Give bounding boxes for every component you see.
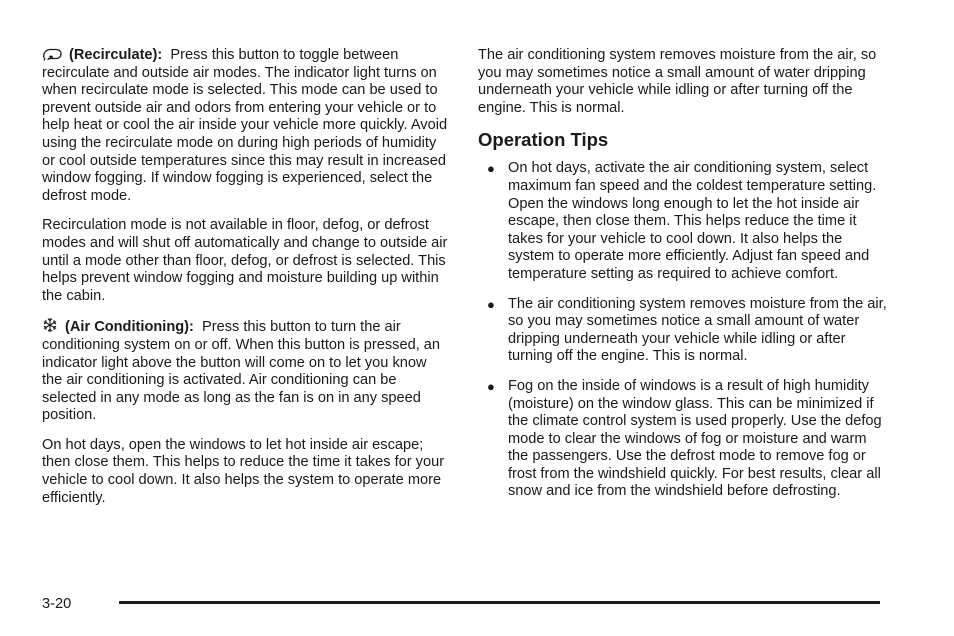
right-column xyxy=(478,47,888,513)
snowflake-icon xyxy=(42,317,58,333)
air-conditioning-paragraph xyxy=(42,317,450,425)
recirculation-note: Recirculation mode is not available in floor, defog, or defrost modes and will shut off automatically and change to outside air until a mode other than floor, defog, or defrost is selected. This helps prevent window fogging and moisture building up within the cabin. xyxy=(42,217,448,304)
page-number: 3-20 xyxy=(42,596,72,612)
recirculate-text: Press this button to toggle between recirculate and outside air modes. The indicator light turns on when recirculate mode is selected. This mode can be used to prevent outside air and odors from entering your vehicle or to help heat or cool the air inside your vehicle more quickly. Avoid using the recirculate mode on during high periods of humidity or cool outside temperatures since this may result in increased window fogging. If window fogging is experienced, select the defrost mode. xyxy=(42,47,448,204)
moisture-intro-paragraph: The air conditioning system removes moisture from the air, so you may sometimes notice a small amount of water dripping underneath your vehicle while idling or after turning off the engine. This is normal. xyxy=(478,47,877,116)
operation-tips-heading: Operation Tips xyxy=(478,129,609,151)
tip-text: Fog on the inside of windows is a result of high humidity (moisture) on the window glass. This can be minimized if the climate control system is used properly. Use the defog mode to clear the windows of fog or moisture and warm the passengers. Use the defrost mode to remove fog or frost from the windshield quickly. For best results, clear all snow and ice from the windshield before defrosting. xyxy=(508,377,882,500)
recirculate-icon xyxy=(42,48,62,61)
footer-rule xyxy=(119,601,880,604)
recirculate-label: (Recirculate): xyxy=(69,47,163,63)
operation-tips-list xyxy=(478,160,888,501)
bullet-icon: ● xyxy=(487,161,495,177)
air-conditioning-label: (Air Conditioning): xyxy=(65,319,194,336)
list-item xyxy=(478,296,888,366)
tip-text: The air conditioning system removes moisture from the air, so you may sometimes notice a small amount of water dripping underneath your vehicle while idling or after turning off the engine. This is normal. xyxy=(508,295,887,365)
bullet-icon: ● xyxy=(487,296,495,312)
recirculate-paragraph xyxy=(42,47,450,205)
bullet-icon: ● xyxy=(487,378,495,394)
left-column xyxy=(42,47,450,519)
hot-days-paragraph: On hot days, open the windows to let hot inside air escape; then close them. This helps to reduce the time it takes for your vehicle to cool down. It also helps the system to operate more efficiently. xyxy=(42,436,445,506)
air-conditioning-text: Press this button to turn the air conditioning system on or off. When this button is pressed, an indicator light above the button will come on to let you know the air conditioning is activated. Air conditioning can be selected in any mode as long as the fan is on in any speed position. xyxy=(42,319,441,424)
list-item xyxy=(478,160,888,283)
tip-text: On hot days, activate the air conditioning system, select maximum fan speed and the coldest temperature setting. Open the windows long enough to let the hot inside air escape, then close them. This helps reduce the time it takes for your vehicle to cool down. It also helps the system to operate more efficiently. Adjust fan speed and temperature setting as required to achieve comfort. xyxy=(508,160,877,282)
list-item xyxy=(478,378,888,501)
